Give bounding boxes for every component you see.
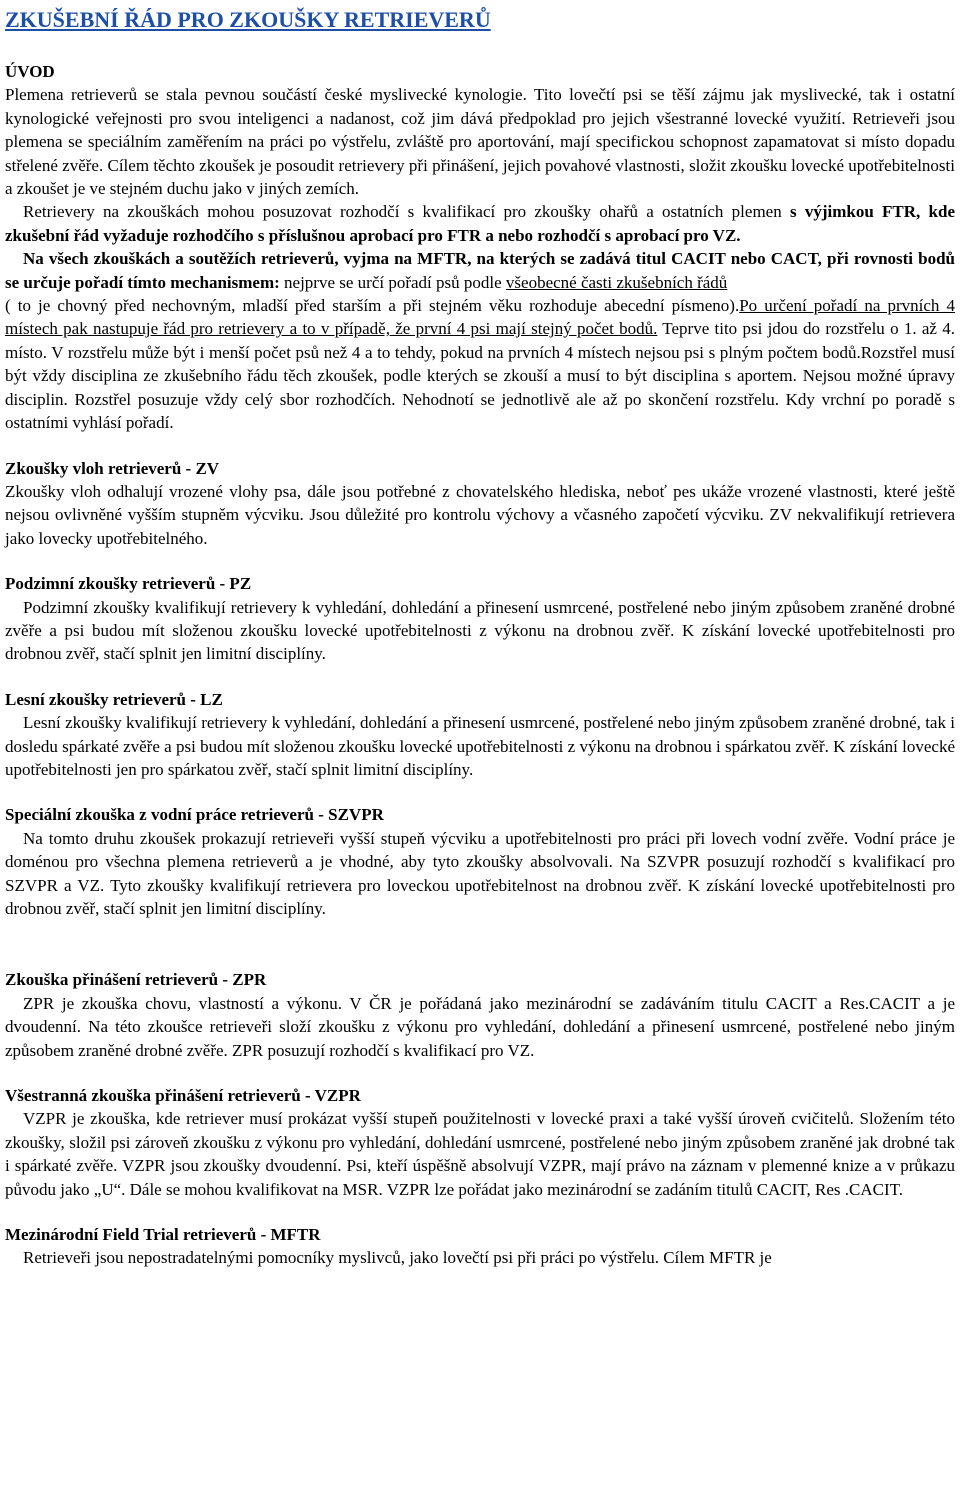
spacer [5, 36, 955, 60]
section-szvpr [5, 803, 955, 920]
section-zpr [5, 968, 955, 1062]
section-text-vzpr: VZPR je zkouška, kde retriever musí prokázat vyšší stupeň použitelnosti v lovecké praxi a také vyšší úroveň cvičitelů. Složením této zkoušky, složil psi zároveň zkoušku z výkonu pro vyhledání, dohledání usmrcené, postřelené nebo jiným způsobem zraněné jak drobné tak i spárkaté zvěře. VZPR jsou zkoušky dvoudenní. Psi, kteří úspěšně absolvují VZPR, mají právo na záznam v plemenné knize a v průkazu původu jako „U“. Dále se mohou kvalifikovat na MSR. VZPR lze pořádat jako mezinárodní se zadáním titulů CACIT, Res .CACIT. [5, 1109, 955, 1199]
uvod-p4-plain: ( to je chovný před nechovným, mladší před starším a při stejném věku rozhoduje abecední písmeno). [5, 296, 740, 316]
spacer [5, 666, 955, 688]
uvod-paragraph-3 [5, 247, 955, 294]
uvod-paragraph-2 [5, 200, 955, 247]
section-heading-uvod: ÚVOD [5, 62, 55, 81]
section-uvod [5, 60, 955, 435]
uvod-paragraph-4 [5, 294, 955, 434]
uvod-p3-plain: nejprve se určí pořadí psů podle [279, 272, 506, 292]
section-heading-mftr: Mezinárodní Field Trial retrieverů - MFTR [5, 1225, 321, 1245]
section-text-lz: Lesní zkoušky kvalifikují retrievery k vyhledání, dohledání a přinesení usmrcené, postřelené nebo jiným způsobem zraněné drobné, tak i dosledu spárkaté zvěře a psi budou mít složenou zkoušku lovecké upotřebitelnosti z výkonu na drobnou i spárkatou zvěř. K získání lovecké upotřebitelnosti jen pro spárkatou zvěř, stačí splnit limitní disciplíny. [5, 713, 955, 779]
section-text-mftr: Retrieveři jsou nepostradatelnými pomocníky myslivců, jako lovečtí psi při práci po výstřelu. Cílem MFTR je [23, 1248, 772, 1268]
spacer [5, 781, 955, 803]
uvod-p2-plain: Retrievery na zkouškách mohou posuzovat rozhodčí s kvalifikací pro zkoušky ohařů a ostatních plemen [23, 202, 790, 222]
section-text-zv: Zkoušky vloh odhalují vrozené vlohy psa, dále jsou potřebné z chovatelského hlediska, neboť pes ukáže vrozené vlastnosti, které ještě nejsou ovlivněné vyšším stupněm výcviku. Jsou důležité pro kontrolu výchovy a včasného započetí výcviku. ZV nekvalifikují retrievera jako lovecky upotřebitelného. [5, 481, 955, 548]
section-pz [5, 572, 955, 666]
spacer [5, 550, 955, 572]
spacer [5, 920, 955, 968]
section-heading-szvpr: Speciální zkouška z vodní práce retrieverů - SZVPR [5, 805, 384, 825]
section-vzpr [5, 1084, 955, 1201]
section-text-pz: Podzimní zkoušky kvalifikují retrievery k vyhledání, dohledání a přinesení usmrcené, postřelené nebo jiným způsobem zraněné drobné zvěře a psi budou mít složenou zkoušku lovecké upotřebitelnosti z výkonu na drobnou zvěř. K získání lovecké upotřebitelnosti pro drobnou zvěř, stačí splnit jen limitní disciplíny. [5, 597, 955, 664]
section-heading-zpr: Zkouška přinášení retrieverů - ZPR [5, 970, 267, 990]
section-mftr [5, 1223, 955, 1270]
spacer [5, 435, 955, 457]
section-heading-lz: Lesní zkoušky retrieverů - LZ [5, 689, 223, 709]
link-vseobecne-casti[interactable]: všeobecné časti zkušebních řádů [505, 272, 728, 292]
document-title: ZKUŠEBNÍ ŘÁD PRO ZKOUŠKY RETRIEVERŮ [5, 7, 491, 32]
uvod-p4-underlined: Po určení pořadí na prvních 4 místech pak nastupuje řád pro retrievery a to v případě, že první 4 psi mají stejný počet bodů. [5, 296, 955, 339]
uvod-paragraph-1: Plemena retrieverů se stala pevnou součástí české myslivecké kynologie. Tito lovečtí psi se těší zájmu jak myslivecké, tak i ostatní kynologické veřejnosti pro svou inteligenci a nadanost, což jim dává předpoklad pro jejich všestranné lovecké využití. Retrieveři jsou plemena se speciálním zaměřením na práci po výstřelu, zvláště pro aportování, mají specifickou schopnost zapamatovat si místo dopadu střelené zvěře. Cílem těchto zkoušek je posoudit retrievery při přinášení, jejich povahové vlastnosti, složit zkoušku lovecké upotřebitelnosti a zkoušet je ve stejném duchu jako v jiných zemích. [5, 85, 955, 199]
spacer [5, 1201, 955, 1223]
section-zv [5, 457, 955, 551]
uvod-p2-bold: s výjimkou FTR, kde zkušební řád vyžaduje rozhodčího s příslušnou aprobací pro FTR a nebo rozhodčí s aprobací pro VZ. [5, 202, 955, 245]
section-heading-zv: Zkoušky vloh retrieverů - ZV [5, 458, 220, 478]
section-text-zpr: ZPR je zkouška chovu, vlastností a výkonu. V ČR je pořádaná jako mezinárodní se zadáváním titulu CACIT a Res.CACIT a je dvoudenní. Na této zkoušce retrieveři složí zkoušku z výkonu pro vyhledání, dohledání a přinesení usmrcené, postřelené nebo jiným způsobem zraněné drobné zvěře. ZPR posuzují rozhodčí s kvalifikací pro VZ. [5, 993, 955, 1060]
uvod-p3-bold: Na všech zkouškách a soutěžích retrieverů, vyjma na MFTR, na kterých se zadává titul CACIT nebo CACT, při rovnosti bodů se určuje pořadí tímto mechanismem: [5, 249, 955, 292]
section-text-szvpr: Na tomto druhu zkoušek prokazují retrieveři vyšší stupeň výcviku a upotřebitelnosti pro práci při lovech vodní zvěře. Vodní práce je doménou pro všechna plemena retrieverů a je vhodné, aby tyto zkoušky absolvovali. Na SZVPR posuzují rozhodčí s kvalifikací pro SZVPR a VZ. Tyto zkoušky kvalifikují retrievera pro loveckou upotřebitelnost na drobnou zvěř. K získání lovecké upotřebitelnosti pro drobnou zvěř, stačí splnit jen limitní disciplíny. [5, 828, 955, 918]
section-heading-pz: Podzimní zkoušky retrieverů - PZ [5, 574, 252, 594]
uvod-p4-rest: Teprve tito psi jdou do rozstřelu o 1. až 4. místo. V rozstřelu může být i menší počet psů než 4 a to tehdy, pokud na prvních 4 místech nejsou psi s plným počtem bodů.Rozstřel musí být vždy disciplina ze zkušebního řádu těch zkoušek, podle kterých se zkouší a musí to být disciplina s aportem. Nejsou možné úpravy disciplin. Rozstřel posuzuje vždy celý sbor rozhodčích. Nehodnotí se jednotlivě ale až po skončení rozstřelu. Kdy vrchní po poradě s ostatními vyhlásí pořadí. [5, 319, 955, 433]
section-heading-vzpr: Všestranná zkouška přinášení retrieverů - VZPR [5, 1086, 361, 1106]
spacer [5, 1062, 955, 1084]
section-lz [5, 688, 955, 782]
